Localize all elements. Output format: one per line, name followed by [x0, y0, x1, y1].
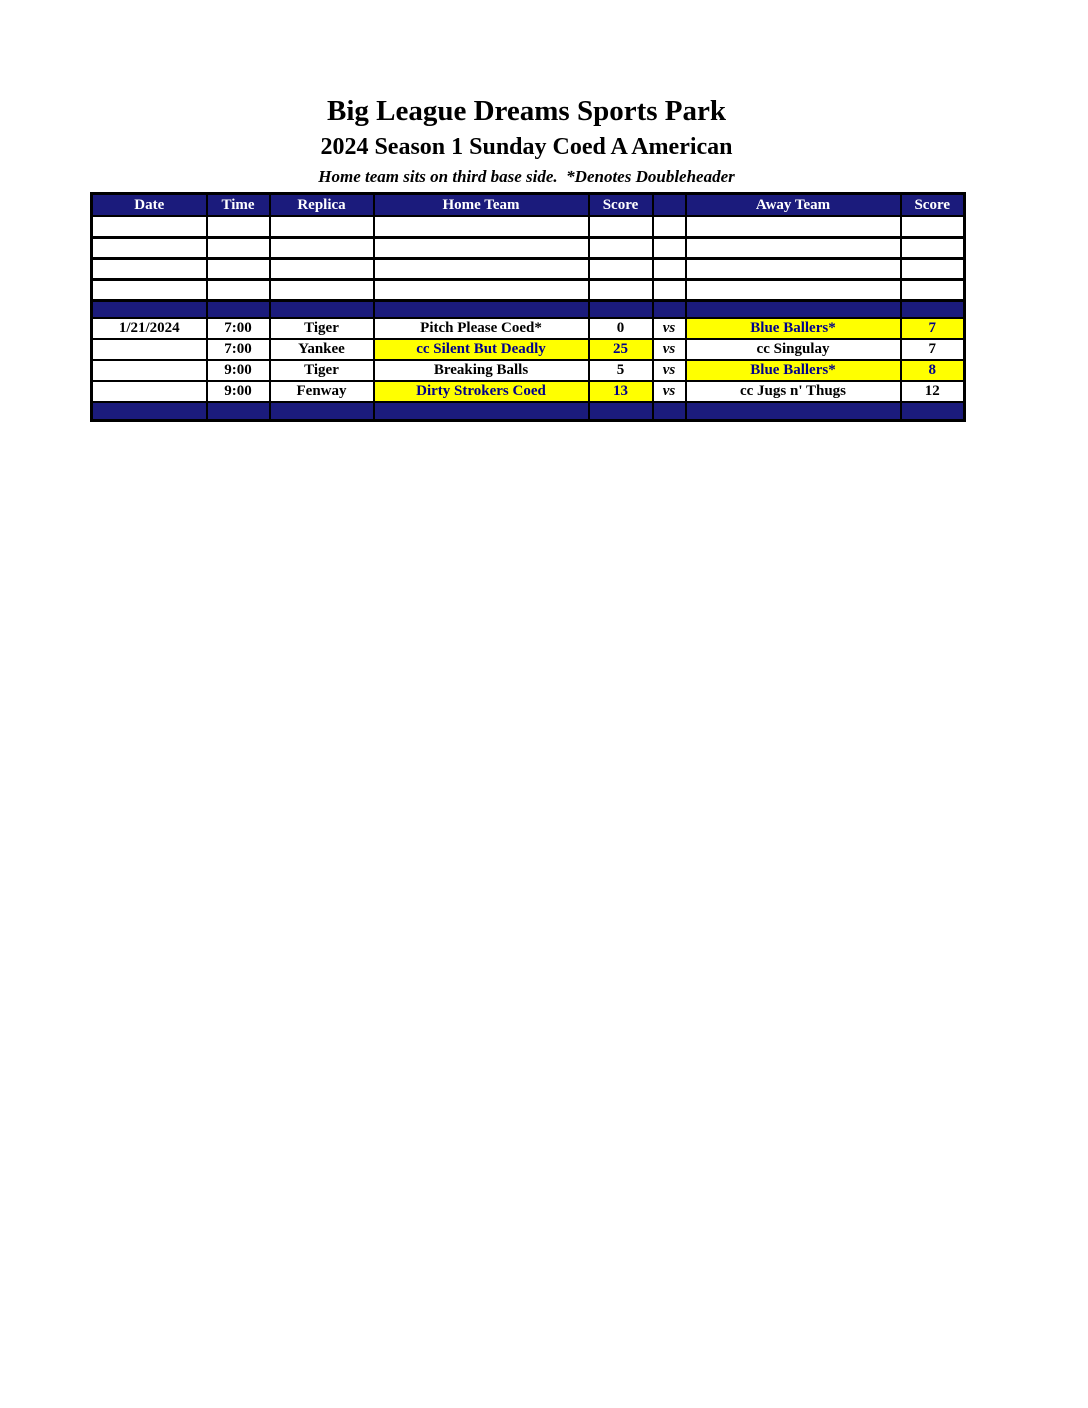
date-cell — [92, 339, 207, 360]
home-team-cell: Pitch Please Coed* — [374, 318, 589, 339]
empty-cell — [374, 237, 589, 258]
empty-cell — [270, 237, 374, 258]
home-team-cell: Breaking Balls — [374, 360, 589, 381]
col-header-away-team: Away Team — [686, 193, 901, 216]
away-team-cell: Blue Ballers* — [686, 360, 901, 381]
separator-cell — [207, 300, 270, 318]
time-cell: 7:00 — [207, 339, 270, 360]
empty-cell — [207, 237, 270, 258]
col-header-time: Time — [207, 193, 270, 216]
empty-cell — [92, 237, 207, 258]
empty-cell — [207, 258, 270, 279]
empty-cell — [374, 279, 589, 300]
time-cell: 9:00 — [207, 381, 270, 402]
empty-cell — [270, 216, 374, 237]
col-header-home-score: Score — [589, 193, 653, 216]
game-row — [92, 360, 965, 381]
empty-cell — [901, 279, 965, 300]
empty-cell — [207, 216, 270, 237]
home-score-cell: 13 — [589, 381, 653, 402]
replica-cell: Fenway — [270, 381, 374, 402]
home-score-cell: 5 — [589, 360, 653, 381]
footer-cell — [92, 402, 207, 420]
footer-cell — [270, 402, 374, 420]
away-score-cell: 7 — [901, 318, 965, 339]
vs-cell: vs — [653, 318, 686, 339]
replica-cell: Yankee — [270, 339, 374, 360]
time-cell: 7:00 — [207, 318, 270, 339]
footer-cell — [374, 402, 589, 420]
replica-cell: Tiger — [270, 360, 374, 381]
empty-cell — [901, 258, 965, 279]
away-score-cell: 8 — [901, 360, 965, 381]
empty-cell — [374, 258, 589, 279]
away-team-cell: cc Singulay — [686, 339, 901, 360]
empty-cell — [686, 237, 901, 258]
away-score-cell: 7 — [901, 339, 965, 360]
home-score-cell: 0 — [589, 318, 653, 339]
empty-cell — [653, 216, 686, 237]
separator-cell — [686, 300, 901, 318]
empty-cell — [653, 279, 686, 300]
empty-cell — [686, 279, 901, 300]
empty-cell — [92, 279, 207, 300]
footer-cell — [686, 402, 901, 420]
schedule-table — [90, 192, 966, 422]
empty-cell — [653, 258, 686, 279]
col-header-replica: Replica — [270, 193, 374, 216]
empty-cell — [270, 258, 374, 279]
empty-row — [92, 279, 965, 300]
empty-row — [92, 216, 965, 237]
vs-cell: vs — [653, 381, 686, 402]
col-header-date: Date — [92, 193, 207, 216]
home-team-cell: cc Silent But Deadly — [374, 339, 589, 360]
empty-cell — [589, 216, 653, 237]
away-team-cell: cc Jugs n' Thugs — [686, 381, 901, 402]
footer-cell — [207, 402, 270, 420]
date-cell: 1/21/2024 — [92, 318, 207, 339]
empty-cell — [92, 216, 207, 237]
separator-cell — [270, 300, 374, 318]
empty-cell — [207, 279, 270, 300]
away-score-cell: 12 — [901, 381, 965, 402]
footer-cell — [653, 402, 686, 420]
game-row — [92, 318, 965, 339]
empty-cell — [686, 216, 901, 237]
col-header-vs — [653, 193, 686, 216]
page-subtitle: 2024 Season 1 Sunday Coed A American — [320, 133, 733, 160]
date-cell — [92, 360, 207, 381]
separator-cell — [901, 300, 965, 318]
empty-row — [92, 258, 965, 279]
empty-cell — [92, 258, 207, 279]
empty-cell — [270, 279, 374, 300]
separator-cell — [374, 300, 589, 318]
empty-cell — [589, 237, 653, 258]
game-row — [92, 381, 965, 402]
col-header-home-team: Home Team — [374, 193, 589, 216]
separator-cell — [653, 300, 686, 318]
schedule-document — [90, 96, 963, 422]
empty-cell — [901, 237, 965, 258]
page-note: Home team sits on third base side. *Denotes Doubleheader — [318, 167, 735, 187]
separator-row — [92, 300, 965, 318]
separator-cell — [589, 300, 653, 318]
empty-row — [92, 237, 965, 258]
empty-cell — [374, 216, 589, 237]
home-score-cell: 25 — [589, 339, 653, 360]
footer-row — [92, 402, 965, 420]
empty-cell — [589, 279, 653, 300]
footer-cell — [901, 402, 965, 420]
replica-cell: Tiger — [270, 318, 374, 339]
game-row — [92, 339, 965, 360]
empty-cell — [589, 258, 653, 279]
empty-cell — [686, 258, 901, 279]
table-header-row — [92, 193, 965, 216]
separator-cell — [92, 300, 207, 318]
date-cell — [92, 381, 207, 402]
footer-cell — [589, 402, 653, 420]
vs-cell: vs — [653, 339, 686, 360]
away-team-cell: Blue Ballers* — [686, 318, 901, 339]
page-title: Big League Dreams Sports Park — [326, 95, 726, 127]
col-header-away-score: Score — [901, 193, 965, 216]
empty-cell — [901, 216, 965, 237]
home-team-cell: Dirty Strokers Coed — [374, 381, 589, 402]
vs-cell: vs — [653, 360, 686, 381]
time-cell: 9:00 — [207, 360, 270, 381]
empty-cell — [653, 237, 686, 258]
